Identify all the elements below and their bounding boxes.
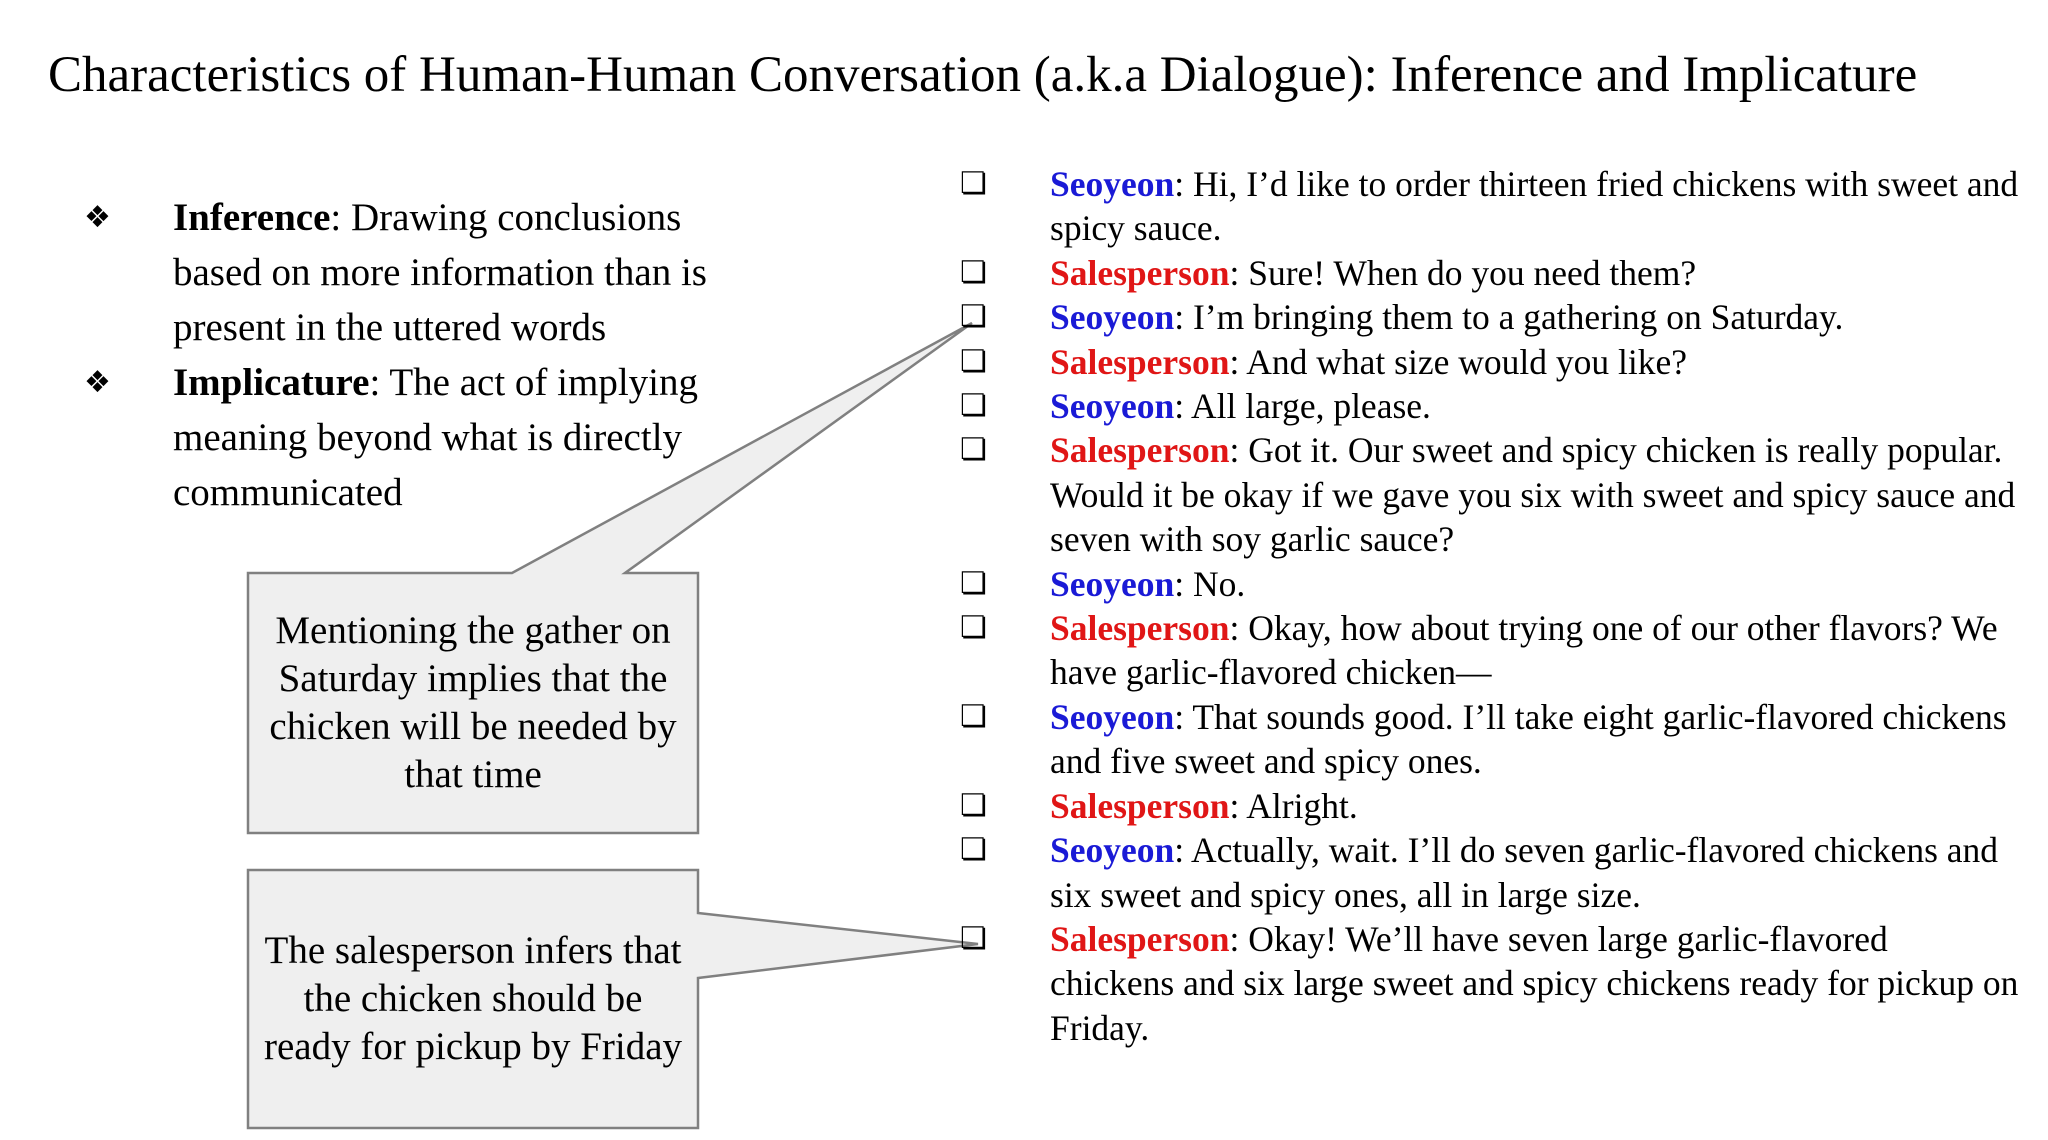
dialogue-turn: [960, 428, 2020, 561]
checkbox-bullet-icon: ❏: [960, 166, 987, 201]
checkbox-bullet-icon: ❏: [960, 698, 987, 734]
dialogue-turn: [960, 384, 2020, 428]
diamond-bullet-icon: ❖: [84, 365, 111, 400]
checkbox-bullet-icon: ❏: [960, 299, 987, 335]
speaker-name: Seoyeon: [1050, 696, 1175, 737]
utterance-text: : Okay! We’ll have seven large garlic-flavored chickens and six large sweet and spicy chickens ready for pickup on Friday.: [1050, 918, 2019, 1048]
definition-text: : The act of implying meaning beyond what is directly communicated: [173, 361, 698, 514]
slide-title: Characteristics of Human-Human Conversation (a.k.a Dialogue): Inference and Implicature: [48, 47, 1918, 103]
speaker-name: Salesperson: [1050, 918, 1230, 959]
utterance-text: : And what size would you like?: [1229, 341, 1687, 382]
dialogue-turn: [960, 295, 2020, 339]
checkbox-bullet-icon: ❏: [960, 787, 987, 823]
speaker-name: Salesperson: [1050, 608, 1230, 649]
speaker-name: Seoyeon: [1050, 563, 1175, 604]
definition-text: : Drawing conclusions based on more information than is present in the uttered words: [173, 196, 707, 349]
definition-term: Inference: [173, 196, 331, 239]
speaker-name: Seoyeon: [1050, 830, 1175, 871]
utterance-text: : Okay, how about trying one of our other flavors? We have garlic-flavored chicken—: [1050, 608, 1998, 693]
utterance-text: : That sounds good. I’ll take eight garlic-flavored chickens and five sweet and spicy ones.: [1050, 696, 2007, 782]
utterance-text: : Sure! When do you need them?: [1229, 252, 1697, 293]
definition-term: Implicature: [173, 361, 370, 404]
checkbox-bullet-icon: ❏: [960, 388, 987, 424]
dialogue-turn: [960, 340, 2020, 384]
dialogue-turn: [960, 606, 2020, 695]
utterance-text: : I’m bringing them to a gathering on Saturday.: [1174, 297, 1844, 338]
speaker-name: Seoyeon: [1050, 386, 1175, 427]
dialogue-turn: [960, 695, 2020, 784]
dialogue-turn: [960, 784, 2020, 828]
checkbox-bullet-icon: ❏: [960, 610, 987, 646]
speaker-name: Salesperson: [1050, 430, 1230, 471]
dialogue-list: [960, 162, 2020, 1050]
utterance-text: : Hi, I’d like to order thirteen fried chickens with sweet and spicy sauce.: [1050, 164, 2019, 249]
speaker-name: Salesperson: [1050, 785, 1230, 826]
utterance-text: : Alright.: [1229, 785, 1358, 826]
utterance-text: : All large, please.: [1174, 386, 1431, 427]
speaker-name: Seoyeon: [1050, 297, 1175, 338]
callout-saturday-text: Mentioning the gather on Saturday implies that the chicken will be needed by that time: [269, 609, 677, 796]
dialogue-turn: [960, 162, 2020, 251]
dialogue-turn: [960, 562, 2020, 606]
speaker-name: Salesperson: [1050, 341, 1230, 382]
diamond-bullet-icon: ❖: [84, 200, 111, 235]
checkbox-bullet-icon: ❏: [960, 254, 987, 290]
dialogue-turn: [960, 828, 2020, 917]
checkbox-bullet-icon: ❏: [960, 432, 987, 468]
utterance-text: : Actually, wait. I’ll do seven garlic-flavored chickens and six sweet and spicy ones, all in large size.: [1050, 830, 1999, 915]
checkbox-bullet-icon: ❏: [960, 832, 987, 868]
utterance-text: : No.: [1174, 563, 1246, 604]
speaker-name: Seoyeon: [1050, 164, 1175, 204]
dialogue-turn: [960, 251, 2020, 295]
callout-friday-text: The salesperson infers that the chicken should be ready for pickup by Friday: [263, 929, 683, 1068]
speaker-name: Salesperson: [1050, 252, 1230, 293]
checkbox-bullet-icon: ❏: [960, 920, 987, 956]
dialogue-turn: [960, 917, 2020, 1050]
utterance-text: : Got it. Our sweet and spicy chicken is really popular. Would it be okay if we gave you six with sweet and spicy sauce and seven with soy garlic sauce?: [1050, 430, 2016, 560]
checkbox-bullet-icon: ❏: [960, 565, 987, 601]
checkbox-bullet-icon: ❏: [960, 343, 987, 379]
